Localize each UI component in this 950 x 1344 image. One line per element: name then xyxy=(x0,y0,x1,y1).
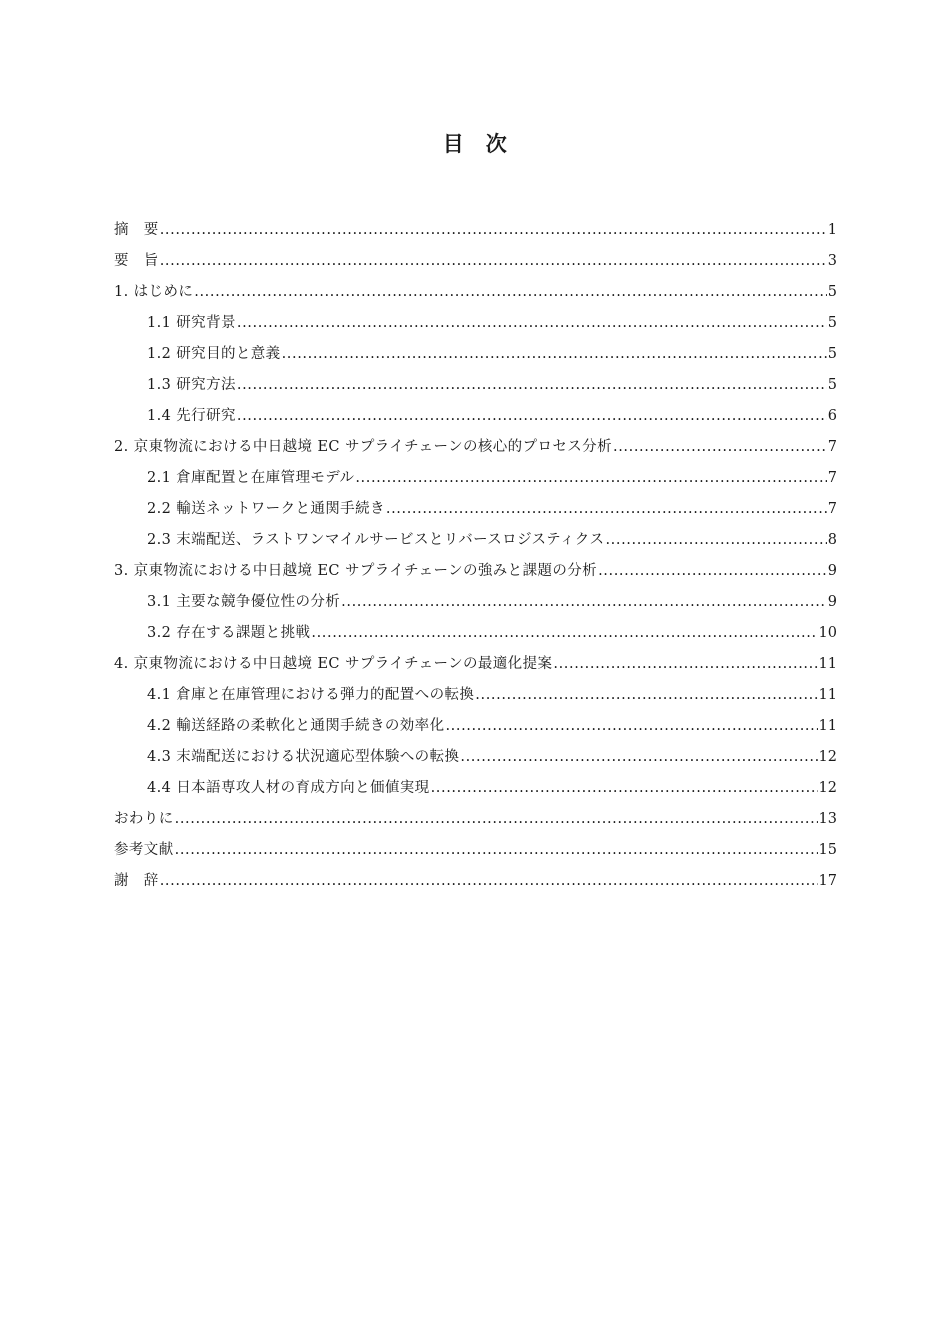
toc-entry[interactable] xyxy=(114,714,837,745)
toc-entry[interactable] xyxy=(114,342,837,373)
toc-entry-label: 4.2 輸送経路の柔軟化と通関手続きの効率化 xyxy=(147,718,445,734)
toc-entry-label: 2.3 末端配送、ラストワンマイルサービスとリバースロジスティクス xyxy=(147,532,605,548)
toc-leader-dots xyxy=(386,501,827,517)
toc-entry[interactable] xyxy=(114,838,837,869)
toc-entry-label: 3.1 主要な競争優位性の分析 xyxy=(147,594,341,610)
toc-entry[interactable] xyxy=(114,466,837,497)
toc-leader-dots xyxy=(237,315,827,331)
toc-page-number: 12 xyxy=(818,749,837,765)
toc-entry-label: 4.1 倉庫と在庫管理における弾力的配置への転換 xyxy=(147,687,475,703)
toc-entry[interactable] xyxy=(114,528,837,559)
toc-leader-dots xyxy=(160,873,818,889)
toc-leader-dots xyxy=(341,594,827,610)
toc-entry[interactable] xyxy=(114,776,837,807)
toc-leader-dots xyxy=(282,346,827,362)
toc-page-number: 3 xyxy=(827,253,837,269)
toc-page-number: 7 xyxy=(827,439,837,455)
toc-page-number: 11 xyxy=(818,656,837,672)
toc-entry[interactable] xyxy=(114,621,837,652)
toc-entry-label: 1. はじめに xyxy=(114,284,194,300)
toc-leader-dots xyxy=(160,253,827,269)
toc-entry-label: 2.2 輸送ネットワークと通関手続き xyxy=(147,501,385,517)
toc-page-number: 11 xyxy=(818,687,837,703)
toc-entry-label: 1.1 研究背景 xyxy=(147,315,236,331)
toc-page-number: 1 xyxy=(827,222,837,238)
toc-entry-label: 摘 要 xyxy=(114,222,159,238)
toc-entry[interactable] xyxy=(114,652,837,683)
toc-page-number: 9 xyxy=(827,563,837,579)
toc-page-number: 15 xyxy=(818,842,837,858)
toc-page-number: 5 xyxy=(827,284,837,300)
toc-leader-dots xyxy=(311,625,817,641)
toc-entry-label: 1.2 研究目的と意義 xyxy=(147,346,281,362)
toc-leader-dots xyxy=(475,687,817,703)
toc-entry-label: 3.2 存在する課題と挑戦 xyxy=(147,625,311,641)
toc-entry-label: おわりに xyxy=(114,811,174,827)
toc-leader-dots xyxy=(598,563,827,579)
toc-entry[interactable] xyxy=(114,280,837,311)
toc-entry[interactable] xyxy=(114,435,837,466)
toc-page-number: 5 xyxy=(827,315,837,331)
table-of-contents xyxy=(114,218,837,900)
toc-entry[interactable] xyxy=(114,249,837,280)
toc-leader-dots xyxy=(237,408,827,424)
toc-leader-dots xyxy=(553,656,817,672)
toc-leader-dots xyxy=(613,439,827,455)
page-title: 目 次 xyxy=(442,131,508,156)
toc-leader-dots xyxy=(445,718,817,734)
toc-leader-dots xyxy=(175,842,818,858)
toc-entry-label: 謝 辞 xyxy=(114,873,159,889)
toc-entry-label: 1.3 研究方法 xyxy=(147,377,236,393)
toc-leader-dots xyxy=(175,811,818,827)
toc-entry-label: 4.4 日本語専攻人材の育成方向と価値実現 xyxy=(147,780,430,796)
toc-entry[interactable] xyxy=(114,559,837,590)
toc-leader-dots xyxy=(355,470,826,486)
toc-leader-dots xyxy=(605,532,826,548)
toc-page-number: 13 xyxy=(818,811,837,827)
toc-entry[interactable] xyxy=(114,311,837,342)
toc-page-number: 12 xyxy=(818,780,837,796)
toc-entry-label: 4. 京東物流における中日越境 EC サプライチェーンの最適化提案 xyxy=(114,656,553,672)
toc-page-number: 9 xyxy=(827,594,837,610)
toc-entry[interactable] xyxy=(114,869,837,900)
toc-entry-label: 参考文献 xyxy=(114,842,174,858)
toc-entry[interactable] xyxy=(114,373,837,404)
toc-leader-dots xyxy=(460,749,817,765)
toc-page-number: 7 xyxy=(827,501,837,517)
toc-entry[interactable] xyxy=(114,745,837,776)
toc-entry-label: 1.4 先行研究 xyxy=(147,408,236,424)
toc-entry[interactable] xyxy=(114,497,837,528)
toc-leader-dots xyxy=(194,284,827,300)
toc-page-number: 10 xyxy=(818,625,837,641)
toc-entry[interactable] xyxy=(114,590,837,621)
toc-page-number: 5 xyxy=(827,346,837,362)
toc-entry-label: 要 旨 xyxy=(114,253,159,269)
toc-leader-dots xyxy=(160,222,827,238)
toc-entry[interactable] xyxy=(114,807,837,838)
toc-entry-label: 4.3 末端配送における状況適応型体験への転換 xyxy=(147,749,460,765)
toc-page-number: 6 xyxy=(827,408,837,424)
toc-leader-dots xyxy=(431,780,818,796)
toc-page-number: 5 xyxy=(827,377,837,393)
toc-leader-dots xyxy=(237,377,827,393)
toc-page-number: 11 xyxy=(818,718,837,734)
toc-entry-label: 3. 京東物流における中日越境 EC サプライチェーンの強みと課題の分析 xyxy=(114,563,598,579)
toc-page-number: 17 xyxy=(818,873,837,889)
toc-entry[interactable] xyxy=(114,218,837,249)
toc-entry[interactable] xyxy=(114,404,837,435)
toc-entry-label: 2.1 倉庫配置と在庫管理モデル xyxy=(147,470,355,486)
toc-page-number: 7 xyxy=(827,470,837,486)
toc-page-number: 8 xyxy=(827,532,837,548)
toc-entry-label: 2. 京東物流における中日越境 EC サプライチェーンの核心的プロセス分析 xyxy=(114,439,612,455)
toc-entry[interactable] xyxy=(114,683,837,714)
